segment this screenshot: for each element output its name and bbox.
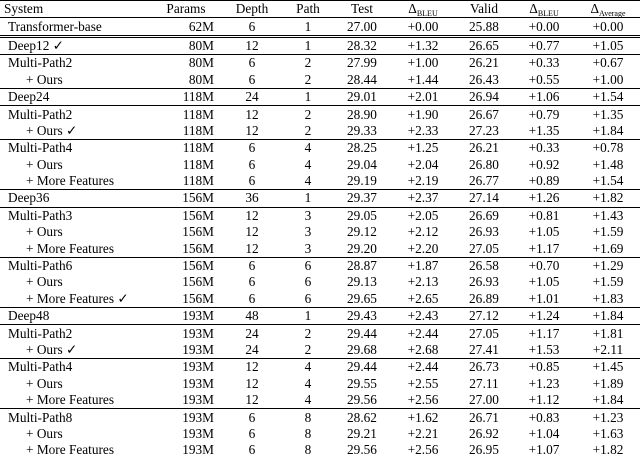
cell-params: 193M [150,409,222,426]
cell-valid: 25.88 [469,18,499,34]
cell-path: 2 [282,55,334,72]
cell-delta-valid: +0.00 [528,18,560,34]
header-depth: Depth [222,1,282,18]
cell-system: Transformer-base [8,18,102,34]
cell-system: + Ours [26,224,63,240]
cell-delta-average: +2.11 [592,342,624,357]
cell-valid: 26.89 [469,290,499,306]
cell-depth: 24 [222,325,282,342]
cell-system: Deep24 [0,88,150,105]
cell-depth: 6 [222,409,282,426]
cell-valid: 26.92 [469,425,499,441]
cell-valid: 27.23 [469,122,499,138]
cell-params: 193M [182,342,214,357]
cell-valid: 26.80 [469,156,499,172]
cell-params: 193M [150,359,222,376]
cell-params: 193M [182,375,214,391]
cell-system: Multi-Path2 [0,325,150,342]
cell-path: 8 [304,425,312,441]
cell-params: 156M [150,190,222,207]
cell-test: 29.12 [347,224,377,240]
cell-depth: 6 [248,18,256,34]
cell-delta-valid: +0.92 [528,156,560,172]
cell-delta-average: +1.29 [576,257,640,274]
cell-params: 118M [182,156,214,172]
table-row [0,308,640,325]
cell-delta-average: +1.54 [592,173,624,189]
cell-delta-test: +1.90 [390,106,456,123]
cell-delta-valid: +1.01 [528,290,560,306]
cell-path: 2 [304,342,312,357]
cell-path: 4 [304,156,312,172]
cell-path: 4 [304,392,312,408]
cell-delta-valid: +1.05 [528,224,560,240]
header-params: Params [150,1,222,18]
cell-delta-average: +1.23 [576,409,640,426]
cell-depth: 24 [245,342,259,357]
table-row [0,291,640,308]
cell-delta-average: +1.59 [592,274,624,290]
cell-test: 27.99 [334,55,390,72]
cell-system: Multi-Path4 [0,359,150,376]
cell-delta-valid: +1.23 [528,375,560,391]
cell-params: 118M [150,106,222,123]
cell-delta-test: +2.65 [407,290,439,306]
cell-delta-valid: +0.77 [512,36,576,54]
table-row [0,18,640,36]
cell-delta-average: +1.43 [576,207,640,224]
cell-depth: 12 [245,122,259,138]
cell-valid: 26.94 [456,88,512,105]
cell-delta-valid: +0.79 [512,106,576,123]
header-delta-average: $\Delta_{Average}$ [576,1,640,18]
cell-test: 29.04 [347,156,377,172]
table-row [0,240,640,257]
cell-test: 29.56 [347,392,377,408]
header-path: Path [282,1,334,18]
cell-valid: 26.71 [456,409,512,426]
cell-delta-average: +1.35 [576,106,640,123]
cell-depth: 6 [248,173,256,189]
cell-depth: 6 [248,274,256,290]
cell-params: 193M [150,325,222,342]
cell-delta-test: +2.33 [407,122,439,138]
header-valid: Valid [456,1,512,18]
cell-system: + Ours [26,425,63,441]
cell-path: 3 [304,240,312,256]
cell-valid: 26.93 [469,224,499,240]
cell-delta-valid: +0.89 [528,173,560,189]
cell-params: 118M [182,173,214,189]
cell-test: 29.20 [347,240,377,256]
cell-depth: 12 [245,224,259,240]
cell-delta-valid: +0.70 [512,257,576,274]
cell-delta-average: +1.45 [576,359,640,376]
cell-depth: 36 [222,190,282,207]
cell-delta-test: +1.44 [407,71,439,87]
cell-valid: 27.11 [469,375,499,391]
table-row [0,359,640,376]
cell-delta-test: +2.05 [390,207,456,224]
cell-delta-test: +2.12 [407,224,439,240]
cell-delta-average: +0.00 [592,18,624,34]
cell-params: 156M [150,257,222,274]
cell-path: 1 [282,190,334,207]
cell-depth: 24 [222,88,282,105]
cell-delta-average: +0.67 [576,55,640,72]
cell-system: + More Features ✓ [26,290,129,306]
cell-delta-valid: +0.85 [512,359,576,376]
cell-depth: 12 [245,240,259,256]
cell-valid: 26.77 [469,173,499,189]
cell-params: 156M [182,224,214,240]
cell-valid: 26.58 [456,257,512,274]
cell-depth: 6 [222,55,282,72]
cell-depth: 6 [248,71,256,87]
table-row [0,342,640,359]
cell-system: Multi-Path6 [0,257,150,274]
cell-depth: 12 [222,207,282,224]
cell-test: 29.19 [347,173,377,189]
cell-path: 8 [304,442,312,458]
cell-test: 29.01 [334,88,390,105]
cell-system: + Ours ✓ [26,122,78,138]
cell-delta-valid: +0.81 [512,207,576,224]
table-row [0,409,640,426]
cell-delta-average: +1.48 [592,156,624,172]
cell-delta-valid: +1.04 [528,425,560,441]
cell-depth: 6 [248,290,256,306]
cell-path: 1 [282,36,334,54]
cell-system: Multi-Path4 [0,140,150,157]
cell-valid: 26.21 [456,55,512,72]
cell-path: 6 [304,290,312,306]
cell-valid: 26.65 [456,36,512,54]
cell-delta-valid: +1.26 [512,190,576,207]
cell-test: 29.33 [347,122,377,138]
cell-test: 28.62 [334,409,390,426]
table-row [0,157,640,173]
cell-delta-average: +1.54 [576,88,640,105]
table-row [0,207,640,224]
cell-params: 156M [182,290,214,306]
cell-delta-average: +1.81 [576,325,640,342]
cell-delta-valid: +1.12 [528,392,560,408]
cell-valid: 26.93 [469,274,499,290]
cell-delta-average: +1.84 [576,308,640,325]
cell-system: + More Features [26,240,114,256]
cell-depth: 6 [248,425,256,441]
cell-delta-test: +2.56 [407,392,439,408]
cell-delta-test: +1.87 [390,257,456,274]
cell-depth: 6 [222,140,282,157]
cell-delta-average: +1.89 [592,375,624,391]
cell-delta-average: +1.59 [592,224,624,240]
cell-delta-valid: +1.17 [528,240,560,256]
cell-delta-valid: +1.07 [528,442,560,458]
header-system: System [0,1,150,18]
cell-delta-test: +0.00 [407,18,439,34]
cell-test: 29.05 [334,207,390,224]
cell-delta-valid: +0.83 [512,409,576,426]
cell-path: 2 [282,106,334,123]
cell-delta-valid: +0.33 [512,140,576,157]
cell-valid: 26.73 [456,359,512,376]
cell-depth: 6 [248,442,256,458]
table-row [0,173,640,190]
table-row [0,426,640,442]
cell-valid: 26.95 [469,442,499,458]
cell-delta-average: +1.82 [576,190,640,207]
cell-delta-valid: +1.35 [528,122,560,138]
header-test: Test [334,1,390,18]
cell-depth: 12 [222,359,282,376]
cell-system: + More Features [26,442,114,458]
cell-params: 80M [150,36,222,54]
table-row [0,106,640,123]
cell-path: 4 [304,375,312,391]
cell-delta-valid: +1.17 [512,325,576,342]
cell-delta-test: +1.62 [390,409,456,426]
cell-path: 3 [304,224,312,240]
cell-test: 29.44 [334,359,390,376]
table-body [0,18,640,459]
cell-delta-test: +2.20 [407,240,439,256]
cell-path: 2 [304,71,312,87]
cell-params: 80M [188,71,214,87]
cell-path: 2 [304,122,312,138]
cell-path: 4 [282,359,334,376]
cell-valid: 27.00 [469,392,499,408]
table-row [0,123,640,140]
cell-params: 193M [182,425,214,441]
cell-path: 4 [304,173,312,189]
cell-delta-average: +1.83 [592,290,624,306]
cell-valid: 27.12 [456,308,512,325]
cell-delta-average: +1.63 [592,425,624,441]
cell-params: 118M [150,140,222,157]
cell-test: 29.21 [347,425,377,441]
table-row [0,88,640,105]
cell-delta-valid: +0.55 [528,71,560,87]
cell-params: 193M [182,392,214,408]
header-delta-bleu-valid: $\Delta_{BLEU}$ [512,1,576,18]
cell-path: 2 [282,325,334,342]
cell-delta-test: +2.43 [390,308,456,325]
cell-test: 28.90 [334,106,390,123]
cell-delta-test: +2.13 [407,274,439,290]
cell-delta-average: +1.82 [592,442,624,458]
cell-delta-test: +1.00 [390,55,456,72]
cell-params: 118M [150,88,222,105]
cell-valid: 26.21 [456,140,512,157]
cell-delta-test: +2.56 [407,442,439,458]
cell-system: Multi-Path3 [0,207,150,224]
table-row [0,36,640,54]
cell-delta-test: +2.44 [390,325,456,342]
table-row [0,257,640,274]
cell-delta-average: +0.78 [576,140,640,157]
cell-delta-test: +2.04 [407,156,439,172]
cell-system: + Ours [26,156,63,172]
cell-system: + More Features [26,173,114,189]
cell-system: + Ours ✓ [26,342,78,357]
header-row [0,1,640,18]
cell-system: + More Features [26,392,114,408]
table-row [0,224,640,240]
cell-delta-average: +1.05 [576,36,640,54]
cell-valid: 27.05 [469,240,499,256]
cell-depth: 6 [248,156,256,172]
cell-delta-test: +1.25 [390,140,456,157]
cell-depth: 12 [245,392,259,408]
cell-depth: 12 [222,36,282,54]
cell-params: 193M [150,308,222,325]
cell-test: 29.56 [347,442,377,458]
cell-test: 28.32 [334,36,390,54]
cell-delta-valid: +1.24 [512,308,576,325]
table-row [0,72,640,89]
cell-valid: 26.69 [456,207,512,224]
cell-params: 80M [150,55,222,72]
cell-delta-average: +1.84 [592,122,624,138]
cell-params: 156M [150,207,222,224]
cell-test: 29.13 [347,274,377,290]
cell-system: + Ours [26,375,63,391]
cell-path: 3 [282,207,334,224]
cell-params: 156M [182,274,214,290]
table-row [0,325,640,342]
cell-delta-test: +2.68 [407,342,439,357]
cell-valid: 27.05 [456,325,512,342]
cell-test: 29.55 [347,375,377,391]
cell-system: + Ours [26,71,63,87]
cell-path: 8 [282,409,334,426]
cell-delta-average: +1.69 [592,240,624,256]
header-delta-bleu-test: $\Delta_{BLEU}$ [390,1,456,18]
cell-system: Deep48 [0,308,150,325]
cell-delta-valid: +1.06 [512,88,576,105]
cell-test: 28.25 [334,140,390,157]
cell-delta-test: +2.01 [390,88,456,105]
cell-delta-test: +1.32 [390,36,456,54]
cell-path: 1 [304,18,312,34]
caption-fragment [0,452,640,462]
cell-delta-test: +2.37 [390,190,456,207]
cell-valid: 26.43 [469,71,499,87]
cell-params: 193M [182,442,214,458]
table-row [0,274,640,290]
cell-delta-test: +2.44 [390,359,456,376]
table-row [0,190,640,207]
table-row [0,140,640,157]
cell-depth: 12 [245,375,259,391]
cell-delta-average: +1.00 [592,71,624,87]
cell-test: 29.65 [347,290,377,306]
cell-valid: 27.41 [469,342,499,357]
cell-test: 29.68 [347,342,377,357]
cell-system: Multi-Path2 [0,106,150,123]
cell-test: 28.44 [347,71,377,87]
cell-delta-valid: +1.05 [528,274,560,290]
cell-params: 118M [182,122,214,138]
cell-system: + Ours [26,274,63,290]
table-row [0,55,640,72]
cell-path: 6 [282,257,334,274]
cell-delta-valid: +0.33 [512,55,576,72]
cell-delta-test: +2.55 [407,375,439,391]
cell-delta-valid: +1.53 [528,342,560,357]
cell-params: 156M [182,240,214,256]
cell-depth: 12 [222,106,282,123]
cell-valid: 27.14 [456,190,512,207]
cell-test: 28.87 [334,257,390,274]
table-row [0,392,640,409]
table-row [0,376,640,392]
cell-test: 27.00 [347,18,377,34]
cell-system: Deep36 [0,190,150,207]
cell-path: 1 [282,308,334,325]
cell-path: 1 [282,88,334,105]
cell-depth: 6 [222,257,282,274]
cell-test: 29.44 [334,325,390,342]
cell-path: 4 [282,140,334,157]
cell-test: 29.43 [334,308,390,325]
cell-system: Multi-Path2 [0,55,150,72]
cell-params: 62M [188,18,214,34]
cell-path: 6 [304,274,312,290]
cell-valid: 26.67 [456,106,512,123]
cell-delta-test: +2.19 [407,173,439,189]
cell-system: Multi-Path8 [0,409,150,426]
cell-test: 29.37 [334,190,390,207]
cell-delta-test: +2.21 [407,425,439,441]
cell-depth: 48 [222,308,282,325]
cell-delta-average: +1.84 [592,392,624,408]
cell-system: Deep12 ✓ [0,36,150,54]
